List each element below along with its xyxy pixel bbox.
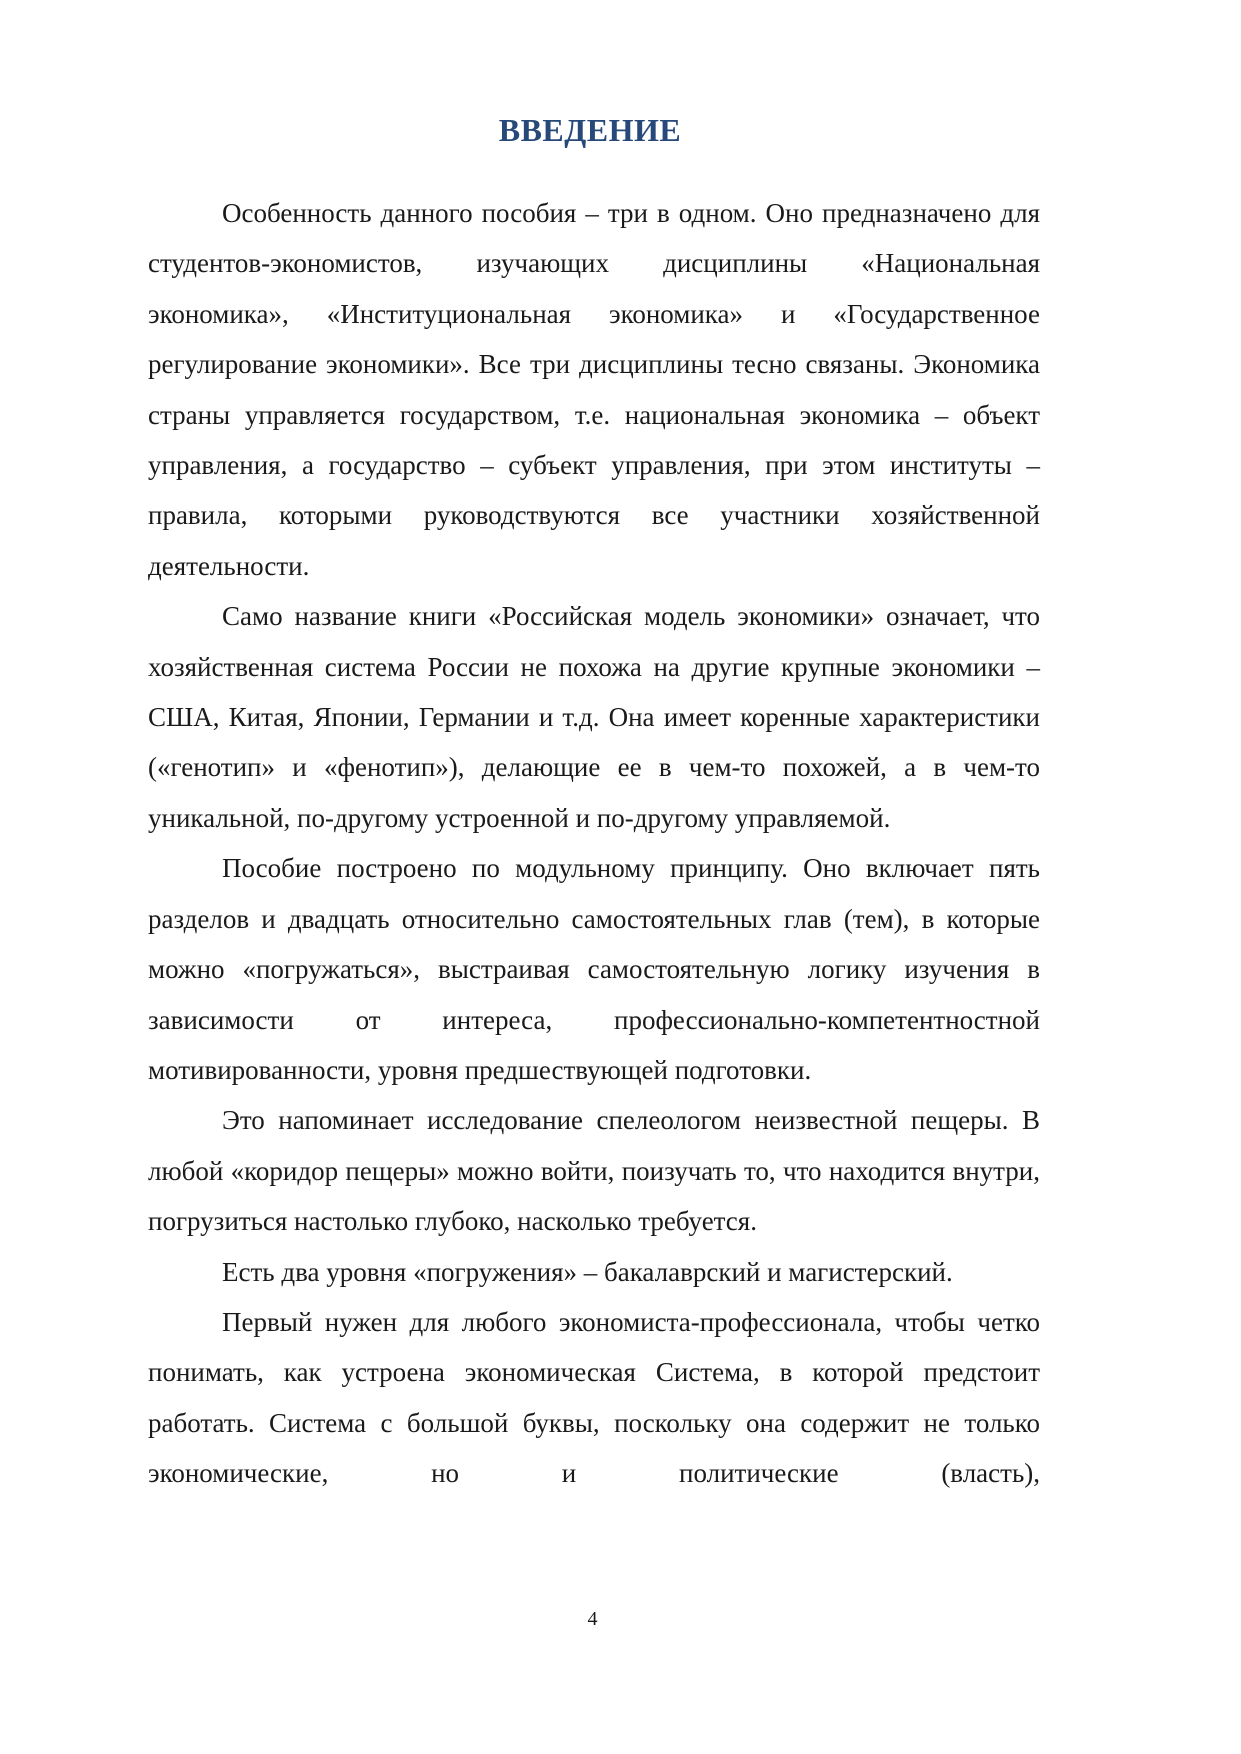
page-title: ВВЕДЕНИЕ [498,112,682,148]
paragraph: Есть два уровня «погружения» – бакалаврский и магистерский. [222,1256,953,1287]
body-text [148,188,1040,1499]
paragraph: Первый нужен для любого экономиста-профессионала, чтобы четко понимать, как устроена экономическая Система, в которой предстоит работать. Система с большой буквы, поскольку она содержит не только экономические, но и политические (власть), [148,1306,1040,1489]
paragraph: Это напоминает исследование спелеологом неизвестной пещеры. В любой «коридор пещеры» можно войти, поизучать то, что находится внутри, погрузиться настолько глубоко, насколько требуется. [148,1105,1040,1237]
paragraph: Само название книги «Российская модель экономики» означает, что хозяйственная система России не похожа на другие крупные экономики – США, Китая, Японии, Германии и т.д. Она имеет коренные характеристики («генотип» и «фенотип»), делающие ее в чем-то похожей, а в чем-то уникальной, по-другому устроенной и по-другому управляемой. [148,601,1040,833]
paragraph: Особенность данного пособия – три в одном. Оно предназначено для студентов-экономистов, изучающих дисциплины «Национальная экономика», «Институциональная экономика» и «Государственное регулирование экономики». Все три дисциплины тесно связаны. Экономика страны управляется государством, т.е. национальная экономика – объект управления, а государство – субъект управления, при этом институты – правила, которыми руководствуются все участники хозяйственной деятельности. [148,198,1040,581]
paragraph: Пособие построено по модульному принципу. Оно включает пять разделов и двадцать относительно самостоятельных глав (тем), в которые можно «погружаться», выстраивая самостоятельную логику изучения в зависимости от интереса, профессионально-компетентностной мотивированности, уровня предшествующей подготовки. [148,853,1040,1085]
page-number: 4 [587,1608,598,1630]
